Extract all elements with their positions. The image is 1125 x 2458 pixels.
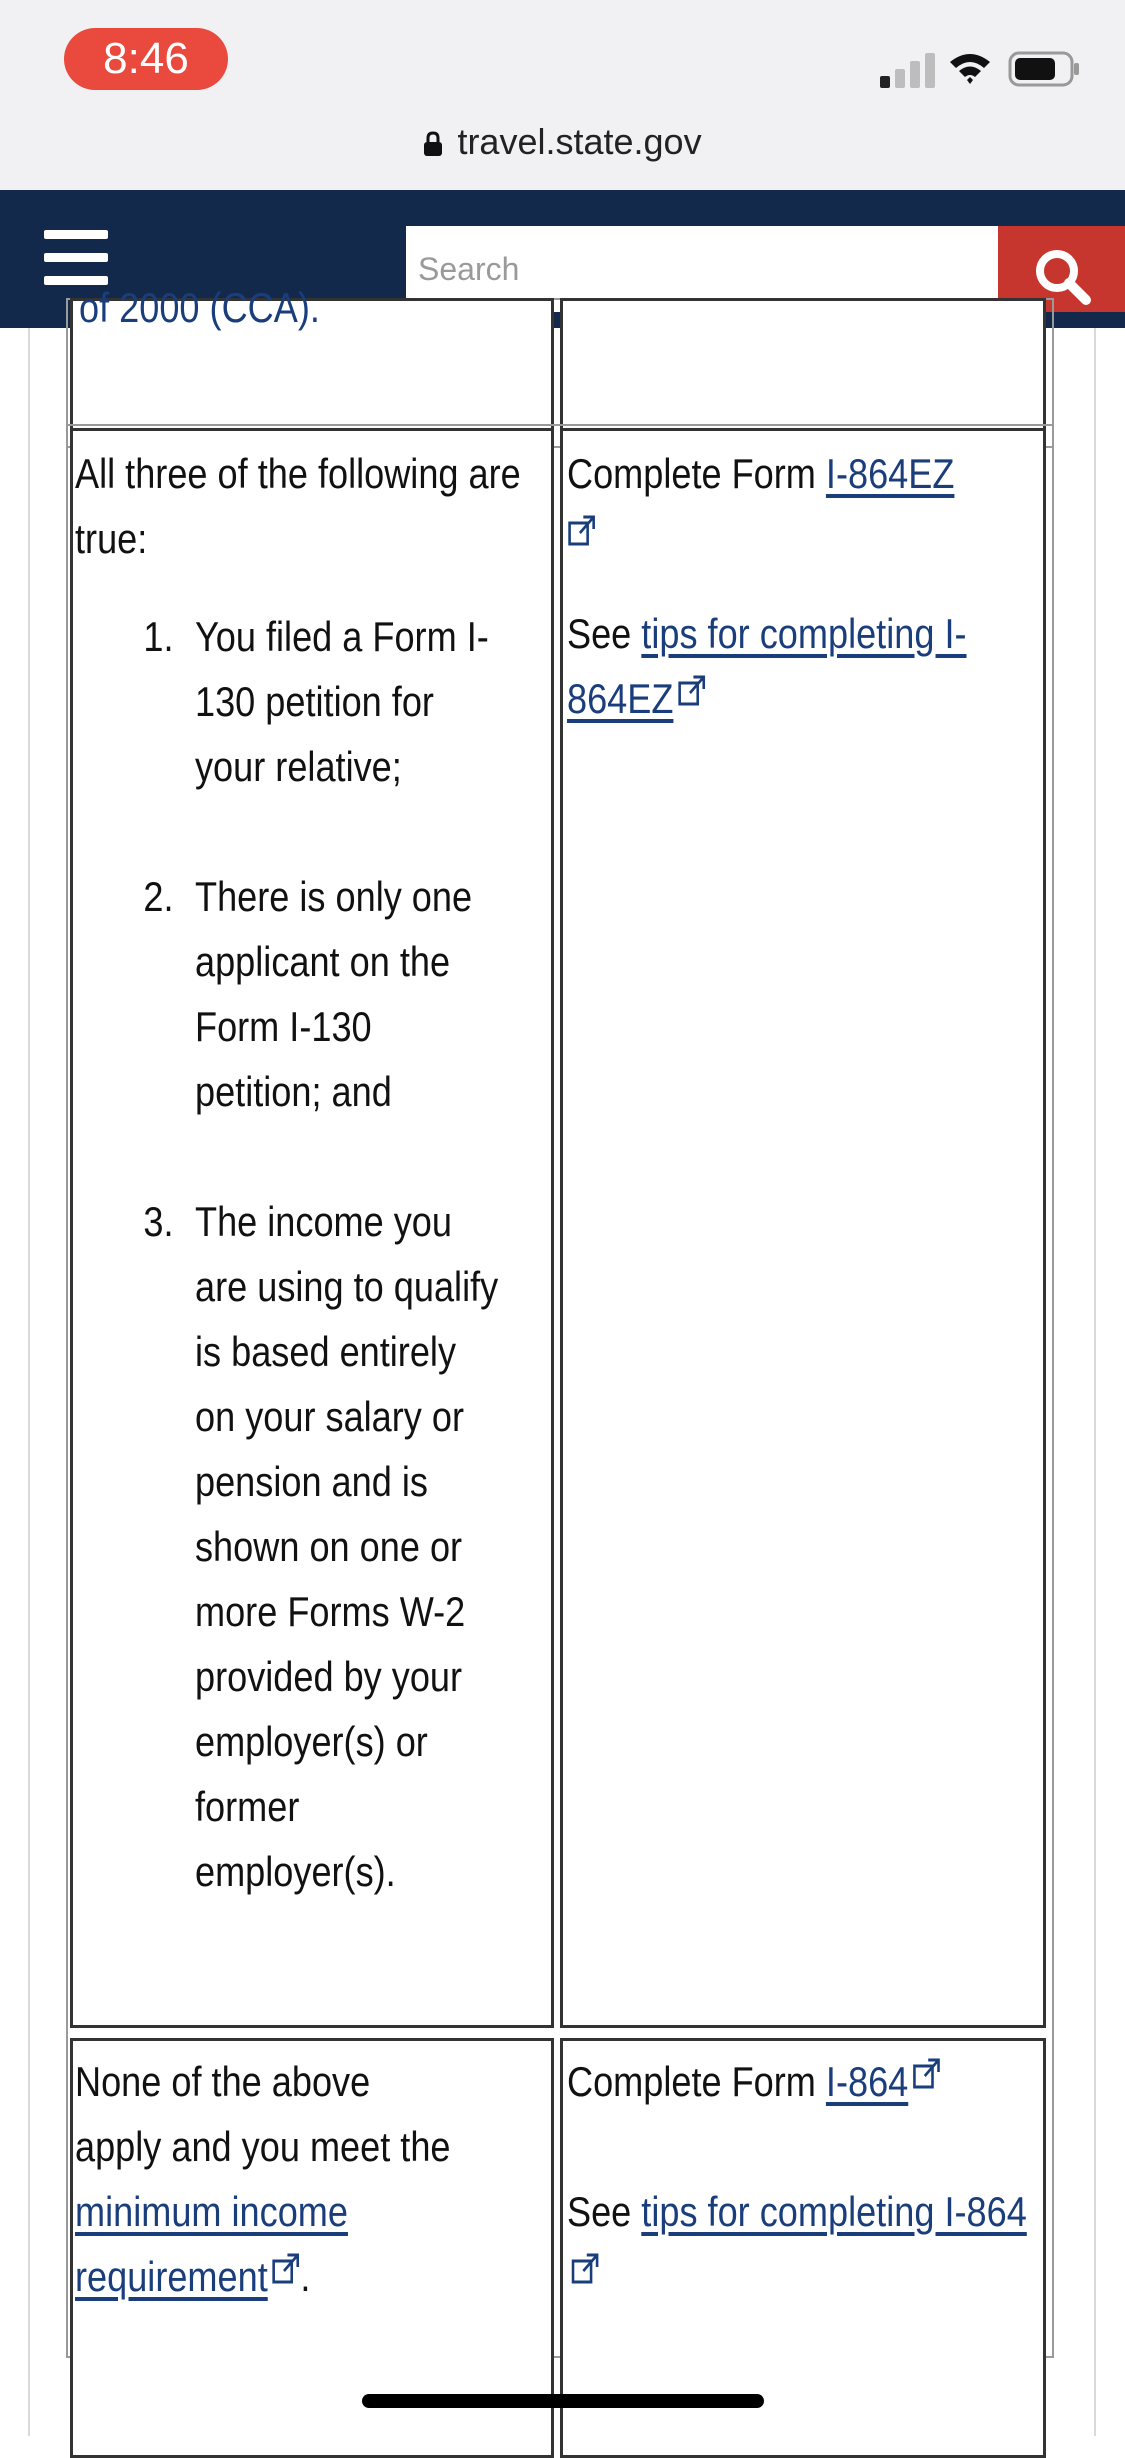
status-time: 8:46	[64, 28, 228, 90]
external-link-icon[interactable]	[570, 2252, 599, 2286]
tips-prefix: See	[567, 610, 642, 657]
action-prefix: Complete Form	[567, 450, 826, 497]
table-cell	[560, 298, 1046, 442]
status-bar	[0, 0, 1125, 190]
condition-text-end: .	[300, 2253, 311, 2300]
form-i864ez-link[interactable]: I-864EZ	[825, 450, 955, 497]
main-content	[0, 284, 1125, 2436]
action-cell	[560, 428, 1046, 2028]
action-text	[567, 441, 1038, 571]
list-item	[143, 864, 503, 1124]
condition-text-start: None of the above apply and you meet the	[75, 2058, 451, 2170]
right-border	[1094, 328, 1096, 2436]
action-text	[567, 2049, 1038, 2114]
condition-cell	[70, 428, 554, 2028]
tips-text	[567, 601, 1038, 731]
list-text: You filed a Form I-130 petition for your relative;	[195, 613, 489, 790]
url-bar[interactable]	[0, 112, 1125, 172]
form-i864-link[interactable]: I-864	[825, 2058, 909, 2105]
tips-i864-link[interactable]: tips for completing I-864	[641, 2188, 1027, 2235]
battery-icon	[1008, 51, 1080, 87]
list-text: There is only one applicant on the Form I-130 petition; and	[195, 873, 473, 1115]
table-cell	[70, 284, 554, 442]
wifi-icon	[948, 50, 992, 86]
tips-prefix: See	[567, 2188, 642, 2235]
home-indicator[interactable]	[362, 2394, 764, 2408]
left-border	[28, 328, 30, 2436]
external-link-icon[interactable]	[677, 674, 706, 708]
tips-i864ez-link[interactable]: tips for completing I-864EZ	[567, 610, 967, 722]
cellular-signal-icon	[880, 50, 936, 88]
external-link-icon[interactable]	[271, 2252, 300, 2286]
url-text: travel.state.gov	[457, 121, 702, 162]
condition-intro: All three of the following are true:	[75, 450, 521, 562]
external-link-icon[interactable]	[567, 514, 596, 548]
list-item	[143, 604, 503, 799]
external-link-icon[interactable]	[912, 2057, 941, 2091]
tips-text	[567, 2179, 1038, 2309]
list-item	[143, 1189, 503, 1904]
condition-text	[75, 2049, 453, 2309]
list-number: 2.	[143, 873, 174, 920]
lock-icon	[423, 131, 443, 157]
list-text: The income you are using to qualify is based entirely on your salary or pension and is shown on one or more Forms W-2 provided by your employer(s) or former employer(s).	[195, 1198, 499, 1895]
list-number: 3.	[143, 1198, 174, 1245]
action-prefix: Complete Form	[567, 2058, 826, 2105]
minimum-income-link[interactable]: minimum income requirement	[75, 2188, 348, 2300]
cell-text-partial: of 2000 (CCA).	[79, 284, 320, 331]
search-icon	[1032, 246, 1092, 306]
condition-list	[143, 604, 503, 1904]
list-number: 1.	[143, 613, 174, 660]
